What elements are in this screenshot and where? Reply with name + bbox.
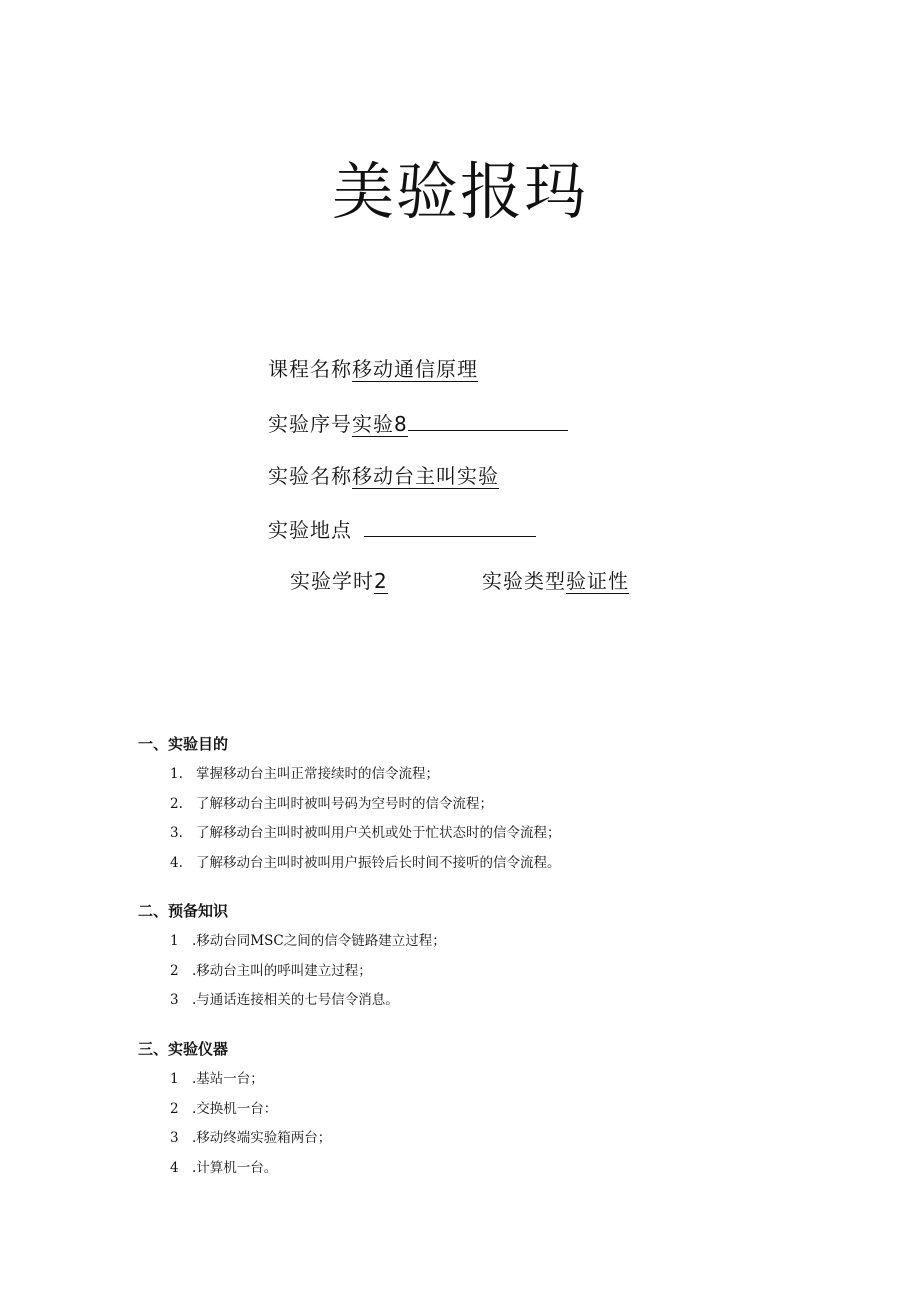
location-row	[268, 514, 536, 544]
list-item: 1. 掌握移动台主叫正常接续时的信令流程；	[170, 766, 439, 782]
seq-value: 实验8	[352, 412, 408, 436]
section-heading-equipment: 三、实验仪器	[138, 1040, 229, 1058]
location-blank-line	[364, 514, 536, 537]
section-heading-prerequisites: 二、预备知识	[138, 902, 229, 920]
hours-value: 2	[374, 569, 388, 593]
type-label: 实验类型	[482, 569, 566, 593]
list-item: 4. 了解移动台主叫时被叫用户振铃后长时间不接听的信令流程。	[170, 854, 561, 871]
list-item: 1 .移动台同MSC之间的信令链路建立过程；	[170, 933, 446, 949]
prerequisites-list	[170, 927, 446, 1016]
list-item: 3. 了解移动台主叫时被叫用户关机或处于忙状态时的信令流程；	[170, 825, 561, 841]
course-label: 课程名称	[268, 357, 352, 381]
hours-row	[290, 567, 388, 595]
list-item: 3 .移动终端实验箱两台；	[170, 1130, 332, 1146]
list-item: 2 .交换机一台：	[170, 1100, 278, 1117]
name-row	[268, 462, 499, 490]
type-row	[482, 567, 629, 595]
seq-label: 实验序号	[268, 412, 352, 436]
purpose-list	[170, 760, 561, 878]
seq-blank-line	[408, 408, 568, 431]
list-item: 3 .与通话连接相关的七号信令消息。	[170, 992, 399, 1008]
list-item: 4 .计算机一台。	[170, 1159, 278, 1176]
list-item: 2. 了解移动台主叫时被叫号码为空号时的信令流程；	[170, 795, 493, 812]
name-label: 实验名称	[268, 464, 352, 488]
list-item: 1 .基站一台；	[170, 1071, 264, 1087]
type-value: 验证性	[566, 569, 629, 593]
section-heading-purpose: 一、实验目的	[138, 735, 229, 753]
course-row	[268, 355, 478, 383]
report-title: 美验报玛	[331, 155, 588, 228]
location-label: 实验地点	[268, 518, 352, 542]
name-value: 移动台主叫实验	[352, 464, 499, 488]
hours-label: 实验学时	[290, 569, 374, 593]
list-item: 2 .移动台主叫的呼叫建立过程；	[170, 962, 372, 979]
equipment-list	[170, 1065, 331, 1183]
seq-row	[268, 408, 568, 438]
course-value: 移动通信原理	[352, 357, 478, 381]
